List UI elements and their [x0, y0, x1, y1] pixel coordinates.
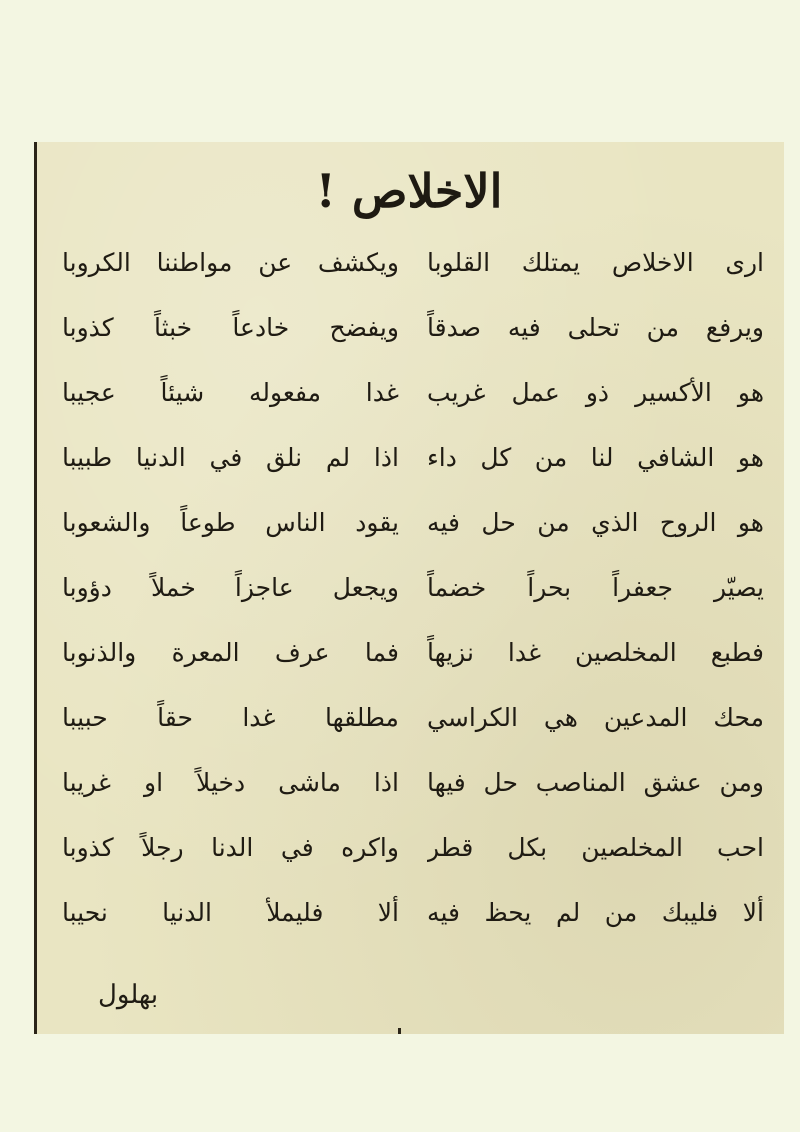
verse-first-hemistich: محك المدعين هي الكراسي	[427, 703, 764, 732]
verse-second-hemistich: فما عرف المعرة والذنوبا	[62, 638, 399, 667]
verse-second-hemistich: اذا ماشى دخيلاً او غريبا	[62, 768, 399, 797]
verse-first-hemistich: احب المخلصين بكل قطر	[427, 833, 764, 862]
verse-line	[62, 238, 764, 303]
verse-first-hemistich: ارى الاخلاص يمتلك القلوبا	[427, 248, 764, 277]
verse-second-hemistich: ألا فليملأ الدنيا نحيبا	[62, 898, 399, 927]
verse-first-hemistich: هو الشافي لنا من كل داء	[427, 443, 764, 472]
verse-second-hemistich: يقود الناس طوعاً والشعوبا	[62, 508, 399, 537]
verse-line	[62, 368, 764, 433]
verse-line	[62, 563, 764, 628]
poem-title: الاخلاص !	[315, 164, 503, 218]
verse-second-hemistich: ويكشف عن مواطننا الكروبا	[62, 248, 399, 277]
verse-second-hemistich: ويفضح خادعاً خبثاً كذوبا	[62, 313, 399, 342]
newspaper-clipping	[34, 142, 784, 1034]
verse-line	[62, 498, 764, 563]
author-signature: بهلول	[98, 980, 159, 1010]
verse-second-hemistich: واكره في الدنا رجلاً كذوبا	[62, 833, 399, 862]
verse-line	[62, 693, 764, 758]
verse-line	[62, 823, 764, 888]
verse-second-hemistich: ويجعل عاجزاً خملاً دؤوبا	[62, 573, 399, 602]
verse-line	[62, 888, 764, 953]
verse-line	[62, 758, 764, 823]
verse-first-hemistich: ومن عشق المناصب حل فيها	[427, 768, 764, 797]
verse-first-hemistich: يصيّر جعفراً بحراً خضماً	[427, 573, 764, 602]
verse-first-hemistich: ويرفع من تحلى فيه صدقاً	[427, 313, 764, 342]
print-mark	[398, 1028, 401, 1034]
verse-first-hemistich: هو الأكسير ذو عمل غريب	[427, 378, 764, 407]
verse-second-hemistich: مطلقها غدا حقاً حبيبا	[62, 703, 399, 732]
verse-second-hemistich: اذا لم نلق في الدنيا طبيبا	[62, 443, 399, 472]
verse-line	[62, 628, 764, 693]
verse-first-hemistich: هو الروح الذي من حل فيه	[427, 508, 764, 537]
verse-first-hemistich: ألا فليبك من لم يحظ فيه	[427, 898, 764, 927]
column-rule	[34, 142, 37, 1034]
poem-body	[62, 238, 764, 953]
verse-line	[62, 303, 764, 368]
verse-line	[62, 433, 764, 498]
verse-first-hemistich: فطبع المخلصين غدا نزيهاً	[427, 638, 764, 667]
verse-second-hemistich: غدا مفعوله شيئاً عجيبا	[62, 378, 399, 407]
